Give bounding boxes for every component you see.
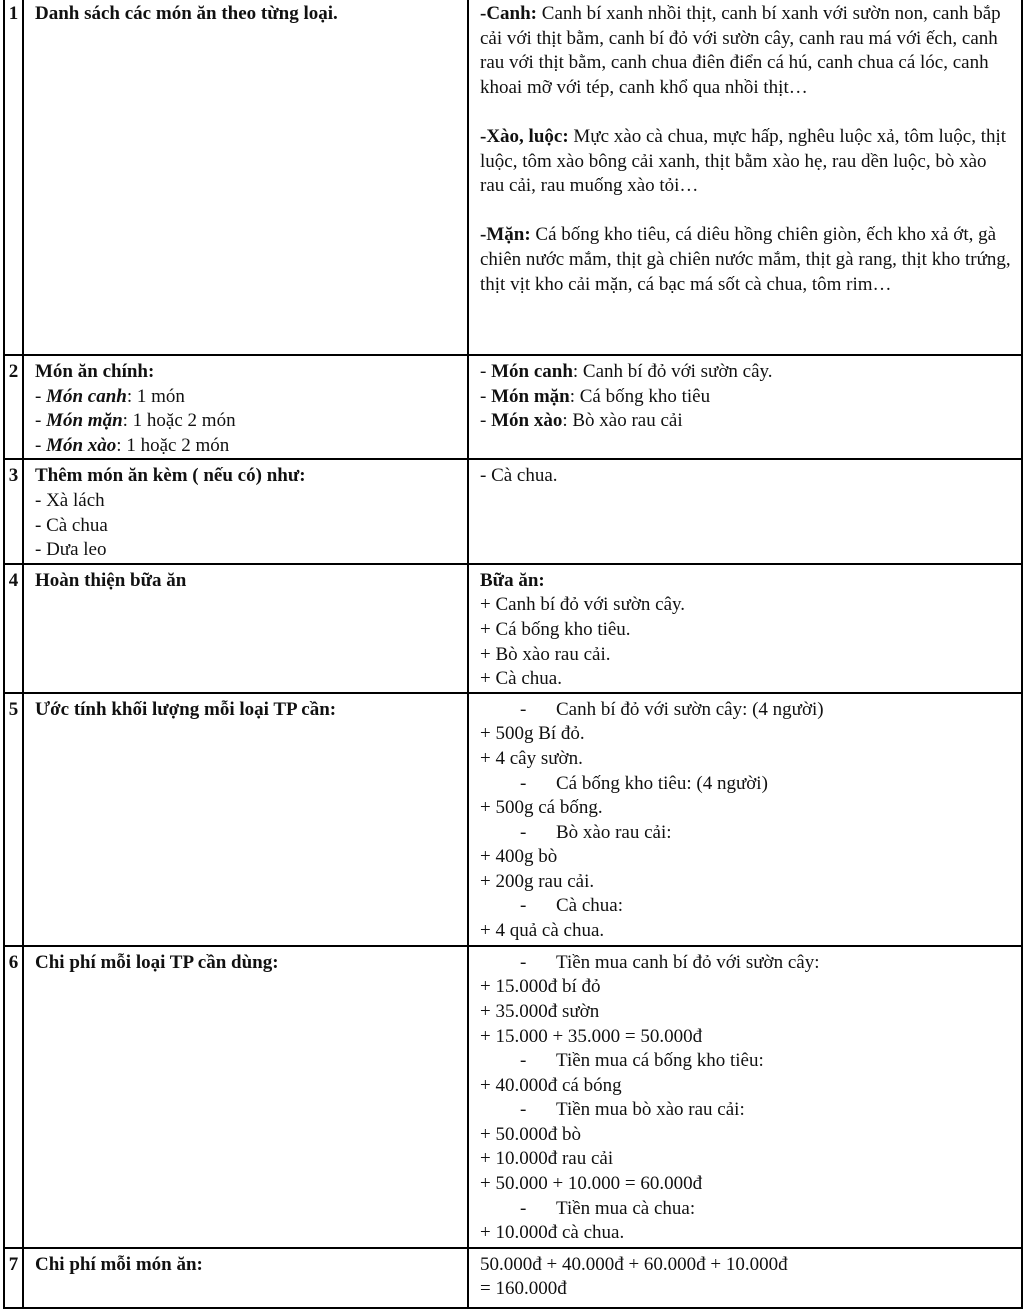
task-cell: Ước tính khối lượng mỗi loại TP cần: bbox=[23, 693, 468, 946]
task-cell: Danh sách các món ăn theo từng loại. bbox=[23, 0, 468, 355]
row-number: 2 bbox=[4, 355, 23, 459]
row-number: 7 bbox=[4, 1248, 23, 1308]
detail-cell: - Món canh: Canh bí đỏ với sườn cây. - Món mặn: Cá bống kho tiêu - Món xào: Bò xào rau cải bbox=[468, 355, 1022, 459]
table-row bbox=[4, 0, 1022, 355]
task-cell: Chi phí mỗi loại TP cần dùng: bbox=[23, 946, 468, 1248]
detail-cell: 50.000đ + 40.000đ + 60.000đ + 10.000đ = 160.000đ bbox=[468, 1248, 1022, 1308]
detail-cell: - Canh bí đỏ với sườn cây: (4 người) + 500g Bí đỏ. + 4 cây sườn. - Cá bống kho tiêu: (4 người) + 500g cá bống. - Bò xào rau cải: + 400g bò + 200g rau cải. - Cà chua: + 4 quả cà chua. bbox=[468, 693, 1022, 946]
meal-planning-table bbox=[3, 0, 1023, 1309]
row-number: 4 bbox=[4, 564, 23, 693]
dish-group-man: -Mặn: Cá bống kho tiêu, cá diêu hồng chiên giòn, ếch kho xả ớt, gà chiên nước mắm, thịt gà chiên nước mắm, thịt gà rang, thịt kho trứng, thịt vịt kho cải mặn, cá bạc má sốt cà chua, tôm rim… bbox=[480, 224, 1011, 295]
row-number: 3 bbox=[4, 459, 23, 563]
table-row bbox=[4, 946, 1022, 1248]
detail-cell bbox=[468, 0, 1022, 355]
task-cell: Món ăn chính: - Món canh: 1 món - Món mặn: 1 hoặc 2 món - Món xào: 1 hoặc 2 món bbox=[23, 355, 468, 459]
detail-cell: - Tiền mua canh bí đỏ với sườn cây: + 15.000đ bí đỏ + 35.000đ sườn + 15.000 + 35.000 = 50.000đ - Tiền mua cá bống kho tiêu: + 40.000đ cá bóng - Tiền mua bò xào rau cải: + 50.000đ bò + 10.000đ rau cải + 50.000 + 10.000 = 60.000đ - Tiền mua cà chua: + 10.000đ cà chua. bbox=[468, 946, 1022, 1248]
dish-group-canh: -Canh: Canh bí xanh nhồi thịt, canh bí xanh với sườn non, canh bắp cải với thịt bằm, canh bí đỏ với sườn cây, canh rau má với ếch, canh rau với thịt bằm, canh chua điên điển cá hú, canh chua cá lóc, canh khoai mỡ với tép, canh khổ qua nhồi thịt… bbox=[480, 3, 1001, 98]
detail-cell: Bữa ăn: + Canh bí đỏ với sườn cây. + Cá bống kho tiêu. + Bò xào rau cải. + Cà chua. bbox=[468, 564, 1022, 693]
task-cell: Thêm món ăn kèm ( nếu có) như: - Xà lách - Cà chua - Dưa leo bbox=[23, 459, 468, 563]
row-number: 1 bbox=[4, 0, 23, 355]
detail-cell: - Cà chua. bbox=[468, 459, 1022, 563]
table-row bbox=[4, 355, 1022, 459]
row-number: 5 bbox=[4, 693, 23, 946]
task-cell: Hoàn thiện bữa ăn bbox=[23, 564, 468, 693]
dish-group-xao-luoc: -Xào, luộc: Mực xào cà chua, mực hấp, nghêu luộc xả, tôm luộc, thịt luộc, tôm xào bông cải xanh, thịt bằm xào hẹ, rau dền luộc, bò xào rau cải, rau muống xào tỏi… bbox=[480, 125, 1007, 197]
task-cell: Chi phí mỗi món ăn: bbox=[23, 1248, 468, 1308]
table-row bbox=[4, 564, 1022, 693]
table-row bbox=[4, 693, 1022, 946]
row-number: 6 bbox=[4, 946, 23, 1248]
table-row bbox=[4, 459, 1022, 563]
table-row bbox=[4, 1248, 1022, 1308]
